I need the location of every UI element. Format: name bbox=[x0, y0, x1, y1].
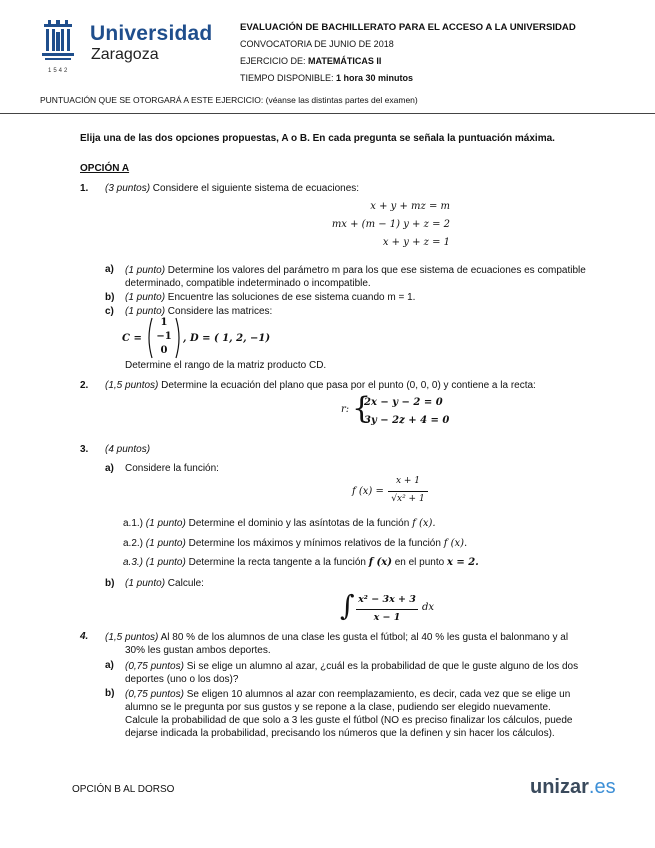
q4-text2: 30% les gustan ambos deportes. bbox=[125, 645, 271, 656]
q1c-line2: Determine el rango de la matriz producto CD. bbox=[125, 360, 327, 371]
q4a-points: (0,75 puntos) bbox=[125, 661, 184, 672]
q4-text1: Al 80 % de los alumnos de una clase les gusta el fútbol; al 40 % les gusta el balonmano y al bbox=[158, 632, 569, 643]
q1a-text bbox=[125, 264, 630, 290]
header-block bbox=[240, 22, 640, 87]
q3a1-points: (1 punto) bbox=[145, 518, 186, 529]
matrix-d: , D = ( 1, 2, −1) bbox=[183, 333, 271, 344]
q3b-label: b) bbox=[105, 578, 115, 589]
q4a-label: a) bbox=[105, 660, 114, 671]
exam-title: EVALUACIÓN DE BACHILLERATO PARA EL ACCESO A LA UNIVERSIDAD bbox=[240, 22, 576, 33]
logo-line2: Zaragoza bbox=[91, 46, 159, 63]
q3a3-points: (1 punto) bbox=[145, 557, 186, 568]
q1-eq3: x + y + z = 1 bbox=[382, 237, 450, 248]
q3a1-f: f (x). bbox=[412, 518, 436, 529]
q1-eq2: mx + (m − 1) y + z = 2 bbox=[331, 219, 450, 230]
q4a-text bbox=[125, 660, 630, 686]
q3a2-f: f (x). bbox=[443, 538, 468, 549]
brand-suffix: .es bbox=[588, 776, 616, 798]
q3b-line: Calcule: bbox=[165, 578, 204, 589]
q2-r-label: r: bbox=[341, 404, 350, 415]
q4a-line1: Si se elige un alumno al azar, ¿cuál es la probabilidad de que le guste alguno de los dos bbox=[183, 661, 579, 672]
q4b-line2: alumno se le pregunta por sus gustos y se repone a la clase, pudiendo ser elegido nuevamente. bbox=[125, 702, 551, 713]
ejercicio bbox=[240, 56, 640, 70]
q3a1-text: Determine el dominio y las asíntotas de la función bbox=[185, 518, 413, 529]
q4b-line4: dejarse indicada la probabilidad, precisando los números que la definen y sin hacer los cálculos). bbox=[125, 728, 555, 739]
q3a2-label: a.2.) bbox=[123, 538, 144, 549]
q3a3-text: Determine la recta tangente a la función bbox=[185, 557, 369, 568]
tiempo-value: 1 hora 30 minutos bbox=[336, 73, 414, 83]
q1c-text bbox=[125, 306, 272, 317]
q3a1-label: a.1.) bbox=[123, 518, 144, 529]
q1b-label: b) bbox=[105, 292, 115, 303]
fx-label: f (x) = bbox=[352, 486, 384, 497]
q4-points: (1,5 puntos) bbox=[105, 632, 159, 643]
q1c-line: Considere las matrices: bbox=[165, 306, 273, 317]
q1-text: Considere el siguiente sistema de ecuaciones: bbox=[150, 183, 360, 194]
matrix-c-val-1: −1 bbox=[156, 331, 172, 342]
q4a-line2: deportes (uno o los dos)? bbox=[125, 674, 239, 685]
q3a3-text2: en el punto bbox=[391, 557, 447, 568]
q1b-line: Encuentre las soluciones de ese sistema cuando m = 1. bbox=[165, 292, 416, 303]
q2-eq1: 2x − y − 2 = 0 bbox=[364, 397, 443, 408]
q2-number: 2. bbox=[80, 380, 89, 391]
option-title: OPCIÓN A bbox=[80, 163, 130, 174]
q3a-label: a) bbox=[105, 463, 114, 474]
q3a-text: Considere la función: bbox=[125, 463, 219, 474]
q1c-points: (1 punto) bbox=[125, 306, 166, 317]
q3a2-points: (1 punto) bbox=[145, 538, 186, 549]
q4b-line3: Calcule la probabilidad de que solo a 3 les guste el fútbol (NO es preciso finalizar los cálculos, puede bbox=[125, 715, 573, 726]
q2-eq2: 3y − 2z + 4 = 0 bbox=[364, 415, 450, 426]
convocatoria: CONVOCATORIA DE JUNIO DE 2018 bbox=[240, 39, 394, 49]
q4-statement bbox=[105, 631, 630, 657]
q3a3-f: f (x) bbox=[368, 557, 392, 568]
q1b-points: (1 punto) bbox=[125, 292, 166, 303]
q3-number: 3. bbox=[80, 444, 89, 455]
q3a3-label: a.3.) bbox=[123, 557, 144, 568]
tiempo bbox=[240, 73, 640, 87]
q3a3-x: x = 2. bbox=[446, 557, 479, 568]
q3a2-text: Determine los máximos y mínimos relativos de la función bbox=[185, 538, 444, 549]
q1a-line1: Determine los valores del parámetro m para los que ese sistema de ecuaciones es compatible bbox=[165, 265, 586, 276]
tiempo-label: TIEMPO DISPONIBLE: bbox=[240, 73, 337, 83]
logo-year: 1542 bbox=[48, 68, 70, 74]
q2-brace: { bbox=[352, 391, 372, 426]
q1-number: 1. bbox=[80, 183, 89, 194]
q1c-label: c) bbox=[105, 306, 114, 317]
integral-denominator: x − 1 bbox=[373, 612, 401, 623]
unizar-brand-logo bbox=[530, 776, 616, 799]
logo-line1: Universidad bbox=[90, 22, 213, 45]
ejercicio-value: MATEMÁTICAS II bbox=[308, 56, 382, 66]
q4b-text bbox=[125, 688, 630, 740]
q3b-points: (1 punto) bbox=[125, 578, 166, 589]
q3a1 bbox=[123, 518, 436, 529]
ejercicio-label: EJERCICIO DE: bbox=[240, 56, 309, 66]
university-crest-icon bbox=[40, 20, 76, 64]
fx-fraction-bar bbox=[388, 491, 428, 492]
puntuacion-note: PUNTUACIÓN QUE SE OTORGARÁ A ESTE EJERCICIO: (véanse las distintas partes del examen) bbox=[40, 95, 418, 105]
q1-points: (3 puntos) bbox=[105, 183, 151, 194]
integral-dx: dx bbox=[422, 602, 435, 613]
q3a2 bbox=[123, 538, 467, 549]
intro-text: Elija una de las dos opciones propuestas, A o B. En cada pregunta se señala la puntuación máxima. bbox=[80, 133, 555, 144]
q1a-points: (1 punto) bbox=[125, 265, 166, 276]
q4b-points: (0,75 puntos) bbox=[125, 689, 184, 700]
q4b-label: b) bbox=[105, 688, 115, 699]
q4-number: 4. bbox=[80, 631, 89, 642]
matrix-c-val-2: 0 bbox=[160, 345, 168, 356]
fx-denominator: √x² + 1 bbox=[391, 494, 425, 504]
integral-fraction-bar bbox=[356, 609, 418, 610]
q1b-text bbox=[125, 292, 415, 303]
header-divider bbox=[0, 113, 655, 114]
q3b-text bbox=[125, 578, 204, 589]
q3-points: (4 puntos) bbox=[105, 444, 151, 455]
q1-eq1: x + y + mz = m bbox=[370, 201, 450, 212]
q1a-line2: determinado, compatible indeterminado o incompatible. bbox=[125, 278, 371, 289]
integral-numerator: x² − 3x + 3 bbox=[358, 594, 416, 605]
q2-points: (1,5 puntos) bbox=[105, 380, 159, 391]
q4b-line1: Se eligen 10 alumnos al azar con reemplazamiento, es decir, cada vez que se elige un bbox=[183, 689, 571, 700]
footer-note: OPCIÓN B AL DORSO bbox=[72, 784, 175, 795]
q3a3 bbox=[123, 557, 479, 568]
integral-sign: ∫ bbox=[340, 589, 355, 622]
q2-statement bbox=[105, 380, 536, 391]
matrix-c bbox=[146, 317, 182, 359]
fx-numerator: x + 1 bbox=[395, 476, 421, 486]
brand-name: unizar bbox=[530, 776, 589, 798]
q1-statement bbox=[105, 183, 359, 194]
matrix-c-label: C = bbox=[122, 333, 142, 344]
matrix-c-val-0: 1 bbox=[160, 317, 168, 328]
q1a-label: a) bbox=[105, 264, 114, 275]
university-logo bbox=[40, 18, 230, 80]
q2-text: Determine la ecuación del plano que pasa por el punto (0, 0, 0) y contiene a la recta: bbox=[158, 380, 536, 391]
